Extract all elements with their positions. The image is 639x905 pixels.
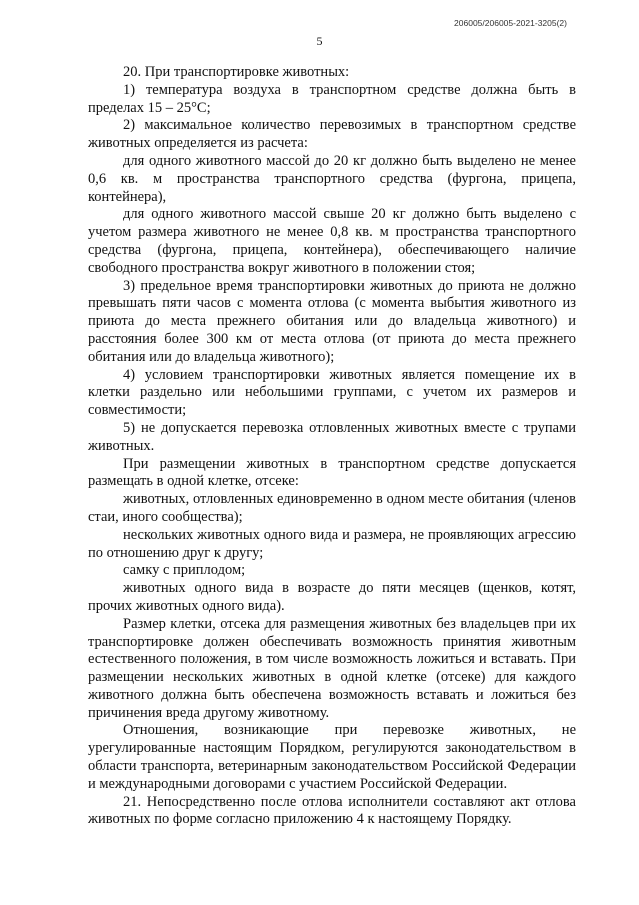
paragraph-cages: 4) условием транспортировки животных является помещение их в клетки раздельно или небольшими группами, с учетом их размеров и совместимости; <box>88 366 576 419</box>
document-id: 206005/206005-2021-3205(2) <box>454 18 567 28</box>
document-body <box>88 64 576 829</box>
paragraph-temperature: 1) температура воздуха в транспортном средстве должна быть в пределах 15 – 25°С; <box>88 81 576 116</box>
paragraph-item-20: 20. При транспортировке животных: <box>123 64 350 80</box>
paragraph-under-20kg: для одного животного массой до 20 кг должно быть выделено не менее 0,6 кв. м пространства транспортного средства (фургона, прицепа, контейнера), <box>88 152 576 205</box>
paragraph-max-time: 3) предельное время транспортировки животных до приюта не должно превышать пяти часов с момента отлова (с момента выбытия животного из приюта до места прежнего обитания или до владельца животного) и расстояния более 300 км от места отлова (от приюта до места прежнего обитания или до владельца животного); <box>88 277 576 365</box>
paragraph-max-animals: 2) максимальное количество перевозимых в транспортном средстве животных определяется из расчета: <box>88 117 576 152</box>
paragraph-same-place: животных, отловленных единовременно в одном месте обитания (членов стаи, иного сообщества); <box>88 491 576 525</box>
paragraph-placement: При размещении животных в транспортном средстве допускается размещать в одной клетке, отсеке: <box>88 455 576 490</box>
paragraph-no-carcasses: 5) не допускается перевозка отловленных животных вместе с трупами животных. <box>88 419 576 454</box>
paragraph-cage-size: Размер клетки, отсека для размещения животных без владельцев при их транспортировке должен обеспечивать возможность принятия животным естественного положения, в том числе возможность ложиться и вставать. При размещении нескольких животных в одной клетке (отсеке) для каждого животного должна быть обеспечена возможность вставать и ложиться без причинения вреда другому животному. <box>88 615 576 721</box>
paragraph-same-species: нескольких животных одного вида и размера, не проявляющих агрессию по отношению друг к другу; <box>88 526 576 561</box>
paragraph-young-animals: животных одного вида в возрасте до пяти месяцев (щенков, котят, прочих животных одного вида). <box>88 580 576 614</box>
paragraph-item-21: 21. Непосредственно после отлова исполнители составляют акт отлова животных по форме согласно приложению 4 к настоящему Порядку. <box>88 793 576 828</box>
page-number: 5 <box>316 34 323 48</box>
paragraph-female-offspring: самку с приплодом; <box>123 562 246 579</box>
paragraph-regulations: Отношения, возникающие при перевозке животных, не урегулированные настоящим Порядком, регулируются законодательством в области транспорта, ветеринарным законодательством Российской Федерации и международными договорами с участием Российской Федерации. <box>88 722 576 792</box>
paragraph-over-20kg: для одного животного массой свыше 20 кг должно быть выделено с учетом размера животного не менее 0,8 кв. м пространства транспортного средства (фургона, прицепа, контейнера), обеспечивающего наличие свободного пространства вокруг животного в положении стоя; <box>88 206 576 276</box>
